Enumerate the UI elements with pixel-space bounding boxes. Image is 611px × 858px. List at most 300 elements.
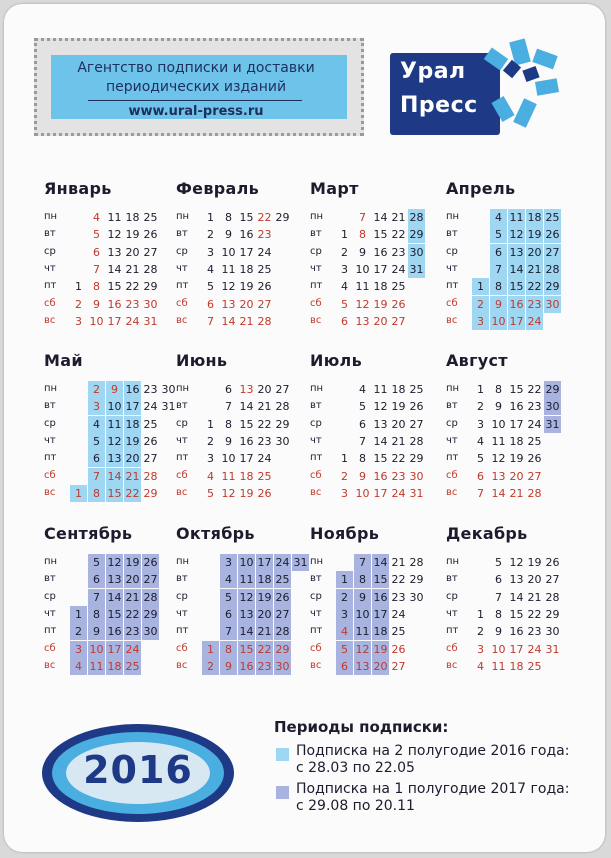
day-cell: 19 (527, 556, 542, 569)
weekday-label: сб (44, 642, 56, 654)
day-cell: 4 (477, 659, 484, 673)
weekday-label: вс (310, 486, 322, 498)
day-cell: 8 (354, 571, 371, 588)
day-cell: 4 (88, 416, 105, 433)
weekday-label: пт (310, 452, 323, 464)
day-cell: 22 (391, 573, 406, 587)
day-cell: 27 (143, 573, 158, 587)
day-cell: 17 (107, 642, 122, 656)
day-cell: 22 (527, 607, 542, 621)
day-cell: 16 (373, 245, 388, 259)
day-cell: 29 (143, 280, 158, 294)
day-cell: 26 (257, 280, 272, 294)
weekday-label: вт (176, 228, 188, 240)
day-cell: 31 (143, 314, 158, 328)
day-cell: 7 (495, 590, 502, 604)
logo-star-icon (478, 38, 568, 138)
weekday-label: ср (310, 245, 322, 257)
day-cell: 28 (143, 469, 158, 483)
day-cell: 21 (391, 556, 406, 569)
day-cell: 20 (257, 607, 272, 621)
weekday-label: пт (176, 625, 189, 637)
day-cell: 22 (257, 642, 272, 656)
month-1 (44, 179, 179, 329)
day-cell: 11 (107, 211, 122, 224)
day-cell: 26 (275, 590, 290, 604)
day-cell: 10 (355, 262, 370, 276)
weekday-label: пн (176, 211, 190, 222)
weekday-label: пт (310, 625, 323, 637)
day-cell: 23 (125, 297, 140, 311)
month-name: Декабрь (446, 524, 528, 543)
day-cell: 7 (359, 434, 366, 448)
day-cell: 5 (336, 641, 353, 658)
day-cell: 26 (545, 228, 560, 242)
weekday-label: пн (446, 556, 460, 567)
weekday-label: сб (176, 642, 188, 654)
day-cell: 11 (355, 625, 370, 639)
weekday-label: вт (310, 573, 322, 585)
weekday-label: ср (44, 417, 56, 429)
day-cell: 4 (477, 434, 484, 448)
day-cell: 4 (336, 623, 353, 640)
day-cell: 6 (495, 573, 502, 587)
day-cell: 14 (239, 625, 254, 639)
weekday-label: пт (44, 280, 57, 292)
day-cell: 16 (107, 297, 122, 311)
day-cell: 14 (509, 590, 524, 604)
day-cell: 3 (207, 245, 214, 259)
weekday-label: пн (446, 211, 460, 222)
weekday-label: пн (310, 211, 324, 222)
day-cell: 27 (391, 659, 406, 673)
day-cell: 20 (125, 573, 140, 587)
weekday-label: сб (310, 642, 322, 654)
day-cell: 26 (527, 452, 542, 466)
day-cell: 21 (125, 262, 140, 276)
day-cell: 17 (239, 245, 254, 259)
day-cell: 21 (509, 486, 524, 500)
day-cell: 16 (107, 625, 122, 639)
day-cell: 15 (373, 573, 388, 587)
day-cell: 22 (257, 211, 272, 224)
day-cell: 30 (545, 400, 560, 414)
day-cell: 18 (373, 625, 388, 639)
day-cell: 9 (490, 296, 507, 313)
day-cell: 27 (545, 573, 560, 587)
day-cell: 27 (143, 245, 158, 259)
day-cell: 30 (143, 297, 158, 311)
day-cell: 17 (373, 262, 388, 276)
day-cell: 6 (336, 658, 353, 675)
day-cell: 3 (88, 398, 105, 415)
day-cell: 30 (409, 590, 424, 604)
month-2 (176, 179, 311, 329)
day-cell: 12 (221, 280, 236, 294)
day-cell: 11 (89, 659, 104, 673)
weekday-label: пн (310, 383, 324, 394)
weekday-label: пн (176, 556, 190, 567)
day-cell: 23 (391, 245, 406, 259)
day-cell: 11 (491, 659, 506, 673)
day-cell: 20 (257, 383, 272, 396)
month-name: Май (44, 351, 83, 370)
day-cell: 6 (88, 450, 105, 467)
day-cell: 26 (257, 486, 272, 500)
day-cell: 21 (239, 314, 254, 328)
weekday-label: сб (446, 642, 458, 654)
day-cell: 16 (373, 469, 388, 483)
day-cell: 8 (495, 383, 502, 396)
month-8 (446, 351, 581, 501)
weekday-label: пт (44, 452, 57, 464)
day-cell: 6 (220, 606, 237, 623)
day-cell: 24 (125, 314, 140, 328)
weekday-label: вс (176, 659, 188, 671)
day-cell: 16 (239, 434, 254, 448)
day-cell: 19 (373, 297, 388, 311)
day-cell: 23 (527, 400, 542, 414)
day-cell: 25 (257, 469, 272, 483)
agency-url: www.ural-press.ru (128, 104, 264, 119)
weekday-label: пн (176, 383, 190, 394)
day-cell: 13 (107, 573, 122, 587)
day-cell: 26 (545, 556, 560, 569)
day-cell: 2 (70, 623, 87, 640)
weekday-label: чт (176, 607, 188, 619)
day-cell: 3 (472, 313, 489, 330)
day-cell: 3 (336, 606, 353, 623)
legend-period2-line2: с 29.08 по 20.11 (296, 798, 415, 814)
day-cell: 10 (239, 556, 254, 569)
day-cell: 10 (355, 486, 370, 500)
day-cell: 31 (409, 262, 424, 276)
day-cell: 8 (88, 606, 105, 623)
weekday-label: чт (44, 607, 56, 619)
day-cell: 30 (545, 625, 560, 639)
day-cell: 19 (125, 434, 140, 448)
legend-title: Периоды подписки: (274, 718, 449, 736)
day-cell: 18 (125, 211, 140, 224)
day-cell: 5 (88, 433, 105, 450)
day-cell: 31 (409, 486, 424, 500)
day-cell: 21 (391, 434, 406, 448)
day-cell: 3 (220, 554, 237, 571)
month-name: Апрель (446, 179, 516, 198)
day-cell: 17 (125, 400, 140, 414)
weekday-label: вс (44, 486, 56, 498)
day-cell: 4 (207, 469, 214, 483)
day-cell: 17 (509, 417, 524, 431)
day-cell: 18 (509, 659, 524, 673)
day-cell: 6 (225, 383, 232, 396)
legend-swatch-period1 (276, 748, 289, 761)
weekday-label: ср (446, 590, 458, 602)
day-cell: 29 (545, 280, 560, 294)
weekday-label: пн (44, 211, 58, 222)
day-cell: 9 (359, 469, 366, 483)
day-cell: 8 (495, 607, 502, 621)
weekday-label: чт (310, 434, 322, 446)
day-cell: 13 (107, 452, 122, 466)
day-cell: 15 (107, 280, 122, 294)
weekday-label: чт (44, 434, 56, 446)
weekday-label: вт (446, 573, 458, 585)
day-cell: 9 (359, 245, 366, 259)
day-cell: 18 (509, 434, 524, 448)
stamp-divider (88, 100, 302, 101)
day-cell: 21 (125, 590, 140, 604)
day-cell: 19 (257, 590, 272, 604)
weekday-label: вс (44, 659, 56, 671)
day-cell: 15 (239, 642, 254, 656)
weekday-label: вт (44, 228, 56, 240)
weekday-label: сб (44, 297, 56, 309)
day-cell: 13 (239, 383, 254, 396)
day-cell: 2 (472, 296, 489, 313)
day-cell: 23 (257, 659, 272, 673)
day-cell: 29 (143, 486, 158, 500)
weekday-label: чт (446, 607, 458, 619)
day-cell: 22 (257, 417, 272, 431)
day-cell: 22 (125, 486, 140, 500)
day-cell: 16 (509, 400, 524, 414)
day-cell: 12 (509, 228, 524, 242)
day-cell: 6 (477, 469, 484, 483)
day-cell: 1 (207, 211, 214, 224)
day-cell: 9 (225, 228, 232, 242)
day-cell: 26 (409, 400, 424, 414)
day-cell: 3 (477, 642, 484, 656)
day-cell: 29 (275, 211, 290, 224)
day-cell: 18 (239, 469, 254, 483)
day-cell: 27 (409, 417, 424, 431)
weekday-label: вс (446, 314, 458, 326)
month-name: Июнь (176, 351, 228, 370)
day-cell: 3 (207, 452, 214, 466)
day-cell: 14 (509, 262, 524, 276)
day-cell: 15 (509, 383, 524, 396)
day-cell: 29 (143, 607, 158, 621)
day-cell: 30 (409, 469, 424, 483)
day-cell: 8 (220, 641, 237, 658)
weekday-label: пт (446, 280, 459, 292)
weekday-label: вс (310, 659, 322, 671)
day-cell: 11 (491, 434, 506, 448)
day-cell: 25 (527, 659, 542, 673)
day-cell: 23 (527, 625, 542, 639)
weekday-label: ср (44, 245, 56, 257)
day-cell: 18 (373, 280, 388, 294)
day-cell: 19 (125, 228, 140, 242)
day-cell: 14 (107, 590, 122, 604)
weekday-label: сб (310, 297, 322, 309)
weekday-label: ср (310, 417, 322, 429)
day-cell: 7 (93, 262, 100, 276)
day-cell: 12 (355, 642, 370, 656)
day-cell: 8 (225, 211, 232, 224)
weekday-label: вс (176, 486, 188, 498)
weekday-label: вс (446, 486, 458, 498)
weekday-label: чт (446, 434, 458, 446)
day-cell: 25 (545, 211, 560, 224)
day-cell: 23 (391, 469, 406, 483)
day-cell: 5 (93, 228, 100, 242)
weekday-label: сб (176, 297, 188, 309)
day-cell: 29 (409, 228, 424, 242)
legend-period2-line1: Подписка на 1 полугодие 2017 года: (296, 781, 570, 797)
day-cell: 13 (355, 659, 370, 673)
day-cell: 9 (220, 658, 237, 675)
day-cell: 13 (221, 297, 236, 311)
day-cell: 5 (88, 554, 105, 571)
day-cell: 25 (275, 573, 290, 587)
day-cell: 15 (239, 211, 254, 224)
day-cell: 23 (527, 297, 542, 311)
day-cell: 22 (125, 280, 140, 294)
day-cell: 31 (161, 400, 176, 414)
day-cell: 1 (341, 228, 348, 242)
day-cell: 1 (472, 278, 489, 295)
day-cell: 16 (509, 625, 524, 639)
day-cell: 18 (125, 417, 140, 431)
day-cell: 23 (391, 590, 406, 604)
day-cell: 8 (225, 417, 232, 431)
month-7 (310, 351, 445, 501)
day-cell: 2 (202, 658, 219, 675)
day-cell: 30 (275, 659, 290, 673)
weekday-label: пт (446, 452, 459, 464)
day-cell: 8 (490, 278, 507, 295)
weekday-label: пн (44, 383, 58, 394)
day-cell: 20 (527, 245, 542, 259)
day-cell: 5 (359, 400, 366, 414)
day-cell: 10 (89, 314, 104, 328)
weekday-label: вт (176, 573, 188, 585)
day-cell: 13 (509, 245, 524, 259)
day-cell: 12 (107, 434, 122, 448)
day-cell: 15 (373, 452, 388, 466)
day-cell: 4 (93, 211, 100, 224)
day-cell: 14 (491, 486, 506, 500)
day-cell: 11 (107, 417, 122, 431)
day-cell: 11 (509, 211, 524, 224)
day-cell: 5 (207, 486, 214, 500)
weekday-label: вс (310, 314, 322, 326)
day-cell: 9 (354, 589, 371, 606)
day-cell: 1 (70, 485, 87, 502)
day-cell: 2 (88, 381, 105, 398)
legend-swatch-period2 (276, 786, 289, 799)
day-cell: 24 (391, 607, 406, 621)
day-cell: 20 (125, 452, 140, 466)
weekday-label: ср (176, 590, 188, 602)
day-cell: 28 (409, 556, 424, 569)
day-cell: 28 (143, 590, 158, 604)
day-cell: 8 (359, 452, 366, 466)
day-cell: 17 (239, 452, 254, 466)
day-cell: 28 (409, 211, 424, 224)
month-name: Март (310, 179, 359, 198)
day-cell: 5 (490, 226, 507, 243)
day-cell: 20 (527, 573, 542, 587)
day-cell: 30 (275, 434, 290, 448)
day-cell: 10 (491, 314, 506, 328)
day-cell: 7 (207, 314, 214, 328)
day-cell: 1 (477, 607, 484, 621)
day-cell: 25 (125, 659, 140, 673)
day-cell: 21 (257, 625, 272, 639)
day-cell: 13 (107, 245, 122, 259)
day-cell: 27 (527, 469, 542, 483)
weekday-label: чт (310, 607, 322, 619)
day-cell: 2 (477, 625, 484, 639)
day-cell: 12 (239, 590, 254, 604)
day-cell: 4 (359, 383, 366, 396)
day-cell: 14 (107, 469, 122, 483)
day-cell: 14 (221, 314, 236, 328)
day-cell: 17 (107, 314, 122, 328)
day-cell: 2 (207, 228, 214, 242)
day-cell: 6 (490, 244, 507, 261)
day-cell: 3 (341, 486, 348, 500)
day-cell: 19 (239, 486, 254, 500)
weekday-label: вт (44, 573, 56, 585)
day-cell: 7 (225, 400, 232, 414)
day-cell: 24 (391, 486, 406, 500)
day-cell: 4 (70, 658, 87, 675)
day-cell: 13 (355, 314, 370, 328)
weekday-label: ср (446, 417, 458, 429)
day-cell: 27 (545, 245, 560, 259)
day-cell: 13 (509, 573, 524, 587)
day-cell: 7 (220, 623, 237, 640)
day-cell: 6 (88, 571, 105, 588)
day-cell: 27 (257, 297, 272, 311)
weekday-label: пн (446, 383, 460, 394)
day-cell: 18 (257, 573, 272, 587)
day-cell: 7 (359, 211, 366, 224)
day-cell: 16 (509, 297, 524, 311)
month-name: Июль (310, 351, 362, 370)
day-cell: 26 (143, 434, 158, 448)
day-cell: 1 (70, 606, 87, 623)
day-cell: 11 (239, 573, 254, 587)
day-cell: 12 (373, 400, 388, 414)
day-cell: 30 (545, 297, 560, 311)
day-cell: 9 (495, 625, 502, 639)
day-cell: 7 (490, 261, 507, 278)
day-cell: 29 (409, 452, 424, 466)
day-cell: 23 (125, 625, 140, 639)
weekday-label: вс (446, 659, 458, 671)
weekday-label: вс (44, 314, 56, 326)
day-cell: 22 (527, 280, 542, 294)
day-cell: 20 (125, 245, 140, 259)
day-cell: 11 (355, 280, 370, 294)
day-cell: 1 (207, 417, 214, 431)
logo-text-line1: Урал (400, 59, 466, 84)
day-cell: 12 (107, 556, 122, 569)
day-cell: 6 (207, 297, 214, 311)
day-cell: 5 (341, 297, 348, 311)
day-cell: 15 (239, 417, 254, 431)
day-cell: 29 (545, 607, 560, 621)
day-cell: 1 (336, 571, 353, 588)
day-cell: 24 (275, 556, 290, 569)
day-cell: 22 (125, 607, 140, 621)
day-cell: 20 (239, 297, 254, 311)
